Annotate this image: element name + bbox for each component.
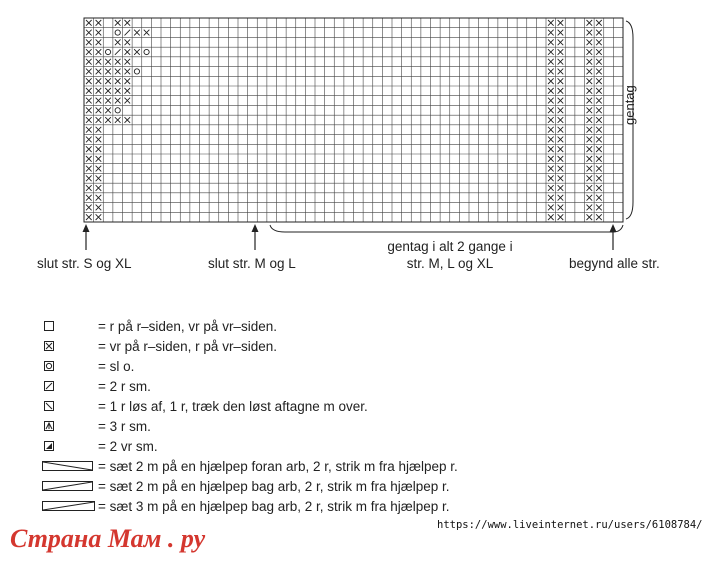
purl-stitch [558,98,564,104]
legend-text: = 1 r løs af, 1 r, træk den løst aftagne m over. [98,398,368,414]
purl-stitch [96,20,102,26]
purl-stitch [134,30,140,36]
purl-stitch [86,30,92,36]
purl-stitch [587,205,593,211]
filled-triangle-square-icon [40,439,80,453]
purl-stitch [558,214,564,220]
purl-stitch [125,69,131,75]
purl-stitch [548,49,554,55]
purl-stitch [86,146,92,152]
purl-stitch [96,166,102,172]
purl-stitch [596,127,602,133]
begynd-label: begynd alle str. [569,256,660,271]
gentag-alt-line2: str. M, L og XL [406,256,494,271]
purl-stitch [558,88,564,94]
purl-stitch [548,127,554,133]
purl-stitch [105,117,111,123]
legend-text: = 3 r sm. [98,418,151,434]
purl-stitch [125,39,131,45]
purl-stitch [596,117,602,123]
purl-stitch [115,20,121,26]
purl-stitch [596,175,602,181]
purl-stitch [587,98,593,104]
purl-stitch [86,39,92,45]
purl-stitch [86,78,92,84]
purl-stitch [587,39,593,45]
purl-stitch [558,39,564,45]
repeat-bracket [270,225,623,232]
purl-stitch [587,117,593,123]
k2tog-stitch [125,30,131,36]
purl-stitch [105,59,111,65]
purl-stitch [86,20,92,26]
purl-stitch [596,166,602,172]
purl-stitch [558,20,564,26]
legend-item [40,396,368,416]
purl-stitch [558,205,564,211]
purl-stitch [96,98,102,104]
gentag-side-label: gentag [622,85,637,125]
legend-text: = sl o. [98,358,135,374]
purl-stitch [587,214,593,220]
purl-stitch [96,137,102,143]
crossed-square-icon [40,339,80,353]
purl-stitch [587,20,593,26]
purl-stitch [558,59,564,65]
purl-stitch [548,166,554,172]
purl-stitch [115,39,121,45]
legend-item [40,376,151,396]
site-logo: Страна Мам . ру [10,524,206,553]
legend-text: = sæt 2 m på en hjælpep foran arb, 2 r, strik m fra hjælpep r. [98,458,458,474]
purl-stitch [105,69,111,75]
legend-item [40,336,277,356]
purl-stitch [558,69,564,75]
purl-stitch [596,59,602,65]
purl-stitch [548,146,554,152]
purl-stitch [558,195,564,201]
legend-item [40,316,277,336]
purl-stitch [86,166,92,172]
purl-stitch [587,166,593,172]
purl-stitch [587,146,593,152]
yarn-over-stitch [134,69,139,74]
purl-stitch [96,185,102,191]
purl-stitch [558,127,564,133]
k2tog-stitch [115,49,121,55]
purl-stitch [548,205,554,211]
purl-stitch [558,166,564,172]
purl-stitch [86,175,92,181]
purl-stitch [558,156,564,162]
purl-stitch [558,117,564,123]
legend-item [40,496,450,516]
purl-stitch [548,69,554,75]
purl-stitch [125,78,131,84]
purl-stitch [587,107,593,113]
purl-stitch [587,88,593,94]
purl-stitch [587,78,593,84]
empty-square-icon [40,319,80,333]
purl-stitch [587,175,593,181]
watermark-url: https://www.liveinternet.ru/users/6108784/ [437,519,703,531]
purl-stitch [86,137,92,143]
purl-stitch [86,117,92,123]
arrow-begynd-head [610,224,617,232]
purl-stitch [96,117,102,123]
purl-stitch [86,49,92,55]
backslash-square-icon [40,399,80,413]
purl-stitch [115,98,121,104]
purl-stitch [587,185,593,191]
purl-stitch [558,175,564,181]
purl-stitch [596,88,602,94]
purl-stitch [125,117,131,123]
purl-stitch [86,205,92,211]
purl-stitch [86,156,92,162]
purl-stitch [596,69,602,75]
purl-stitch [548,107,554,113]
purl-stitch [96,30,102,36]
cable-back-3-icon [40,499,98,513]
purl-stitch [558,146,564,152]
purl-stitch [96,107,102,113]
purl-stitch [115,69,121,75]
slash-square-icon [40,379,80,393]
purl-stitch [587,156,593,162]
purl-stitch [587,69,593,75]
purl-stitch [558,137,564,143]
purl-stitch [587,127,593,133]
purl-stitch [125,49,131,55]
legend-text: = 2 r sm. [98,378,151,394]
purl-stitch [115,78,121,84]
purl-stitch [125,20,131,26]
circle-square-icon [40,359,80,373]
purl-stitch [105,78,111,84]
purl-stitch [596,98,602,104]
purl-stitch [96,69,102,75]
purl-stitch [86,127,92,133]
cable-back-2-icon [40,479,96,493]
purl-stitch [558,107,564,113]
purl-stitch [96,78,102,84]
purl-stitch [596,39,602,45]
purl-stitch [587,30,593,36]
purl-stitch [558,30,564,36]
legend-item [40,476,450,496]
yarn-over-stitch [115,30,120,35]
legend-text: = r på r–siden, vr på vr–siden. [98,318,277,334]
legend-text: = sæt 3 m på en hjælpep bag arb, 2 r, strik m fra hjælpep r. [98,498,450,514]
purl-stitch [548,59,554,65]
legend-text: = 2 vr sm. [98,438,158,454]
purl-stitch [548,98,554,104]
lambda-square-icon [40,419,80,433]
purl-stitch [548,175,554,181]
gentag-alt-label [365,238,535,272]
purl-stitch [105,107,111,113]
purl-stitch [587,137,593,143]
purl-stitch [596,214,602,220]
purl-stitch [96,214,102,220]
purl-stitch [596,20,602,26]
purl-stitch [587,49,593,55]
purl-stitch [125,88,131,94]
purl-stitch [96,156,102,162]
legend-item [40,436,158,456]
purl-stitch [105,98,111,104]
purl-stitch [125,98,131,104]
legend-item [40,456,458,476]
purl-stitch [558,78,564,84]
purl-stitch [596,78,602,84]
purl-stitch [548,88,554,94]
purl-stitch [548,30,554,36]
yarn-over-stitch [105,49,110,54]
purl-stitch [558,49,564,55]
purl-stitch [548,78,554,84]
purl-stitch [115,59,121,65]
purl-stitch [596,156,602,162]
purl-stitch [587,59,593,65]
purl-stitch [86,69,92,75]
purl-stitch [96,39,102,45]
purl-stitch [134,49,140,55]
purl-stitch [96,49,102,55]
purl-stitch [548,137,554,143]
purl-stitch [548,214,554,220]
purl-stitch [96,205,102,211]
legend-text: = sæt 2 m på en hjælpep bag arb, 2 r, strik m fra hjælpep r. [98,478,450,494]
purl-stitch [115,88,121,94]
purl-stitch [548,39,554,45]
purl-stitch [86,59,92,65]
yarn-over-stitch [144,49,149,54]
purl-stitch [96,88,102,94]
purl-stitch [86,214,92,220]
legend-item [40,416,151,436]
purl-stitch [96,59,102,65]
slut-s-xl-label: slut str. S og XL [37,256,132,271]
purl-stitch [548,156,554,162]
purl-stitch [86,88,92,94]
legend-text: = vr på r–siden, r på vr–siden. [98,338,277,354]
purl-stitch [86,195,92,201]
purl-stitch [596,195,602,201]
purl-stitch [596,107,602,113]
purl-stitch [596,146,602,152]
purl-stitch [96,195,102,201]
purl-stitch [548,20,554,26]
cable-front-2-icon [40,459,96,473]
arrow-slut-m-l-head [252,224,259,232]
slut-m-l-label: slut str. M og L [208,256,296,271]
purl-stitch [86,107,92,113]
purl-stitch [587,195,593,201]
purl-stitch [105,88,111,94]
purl-stitch [596,185,602,191]
gentag-alt-line1: gentag i alt 2 gange i [387,239,513,254]
legend-item [40,356,134,376]
purl-stitch [86,98,92,104]
purl-stitch [558,185,564,191]
purl-stitch [144,30,150,36]
purl-stitch [596,137,602,143]
purl-stitch [548,195,554,201]
purl-stitch [115,117,121,123]
purl-stitch [548,117,554,123]
purl-stitch [125,59,131,65]
yarn-over-stitch [115,108,120,113]
purl-stitch [548,185,554,191]
purl-stitch [596,49,602,55]
purl-stitch [596,205,602,211]
purl-stitch [96,175,102,181]
purl-stitch [596,30,602,36]
purl-stitch [96,127,102,133]
purl-stitch [86,185,92,191]
purl-stitch [96,146,102,152]
arrow-slut-s-xl-head [83,224,90,232]
